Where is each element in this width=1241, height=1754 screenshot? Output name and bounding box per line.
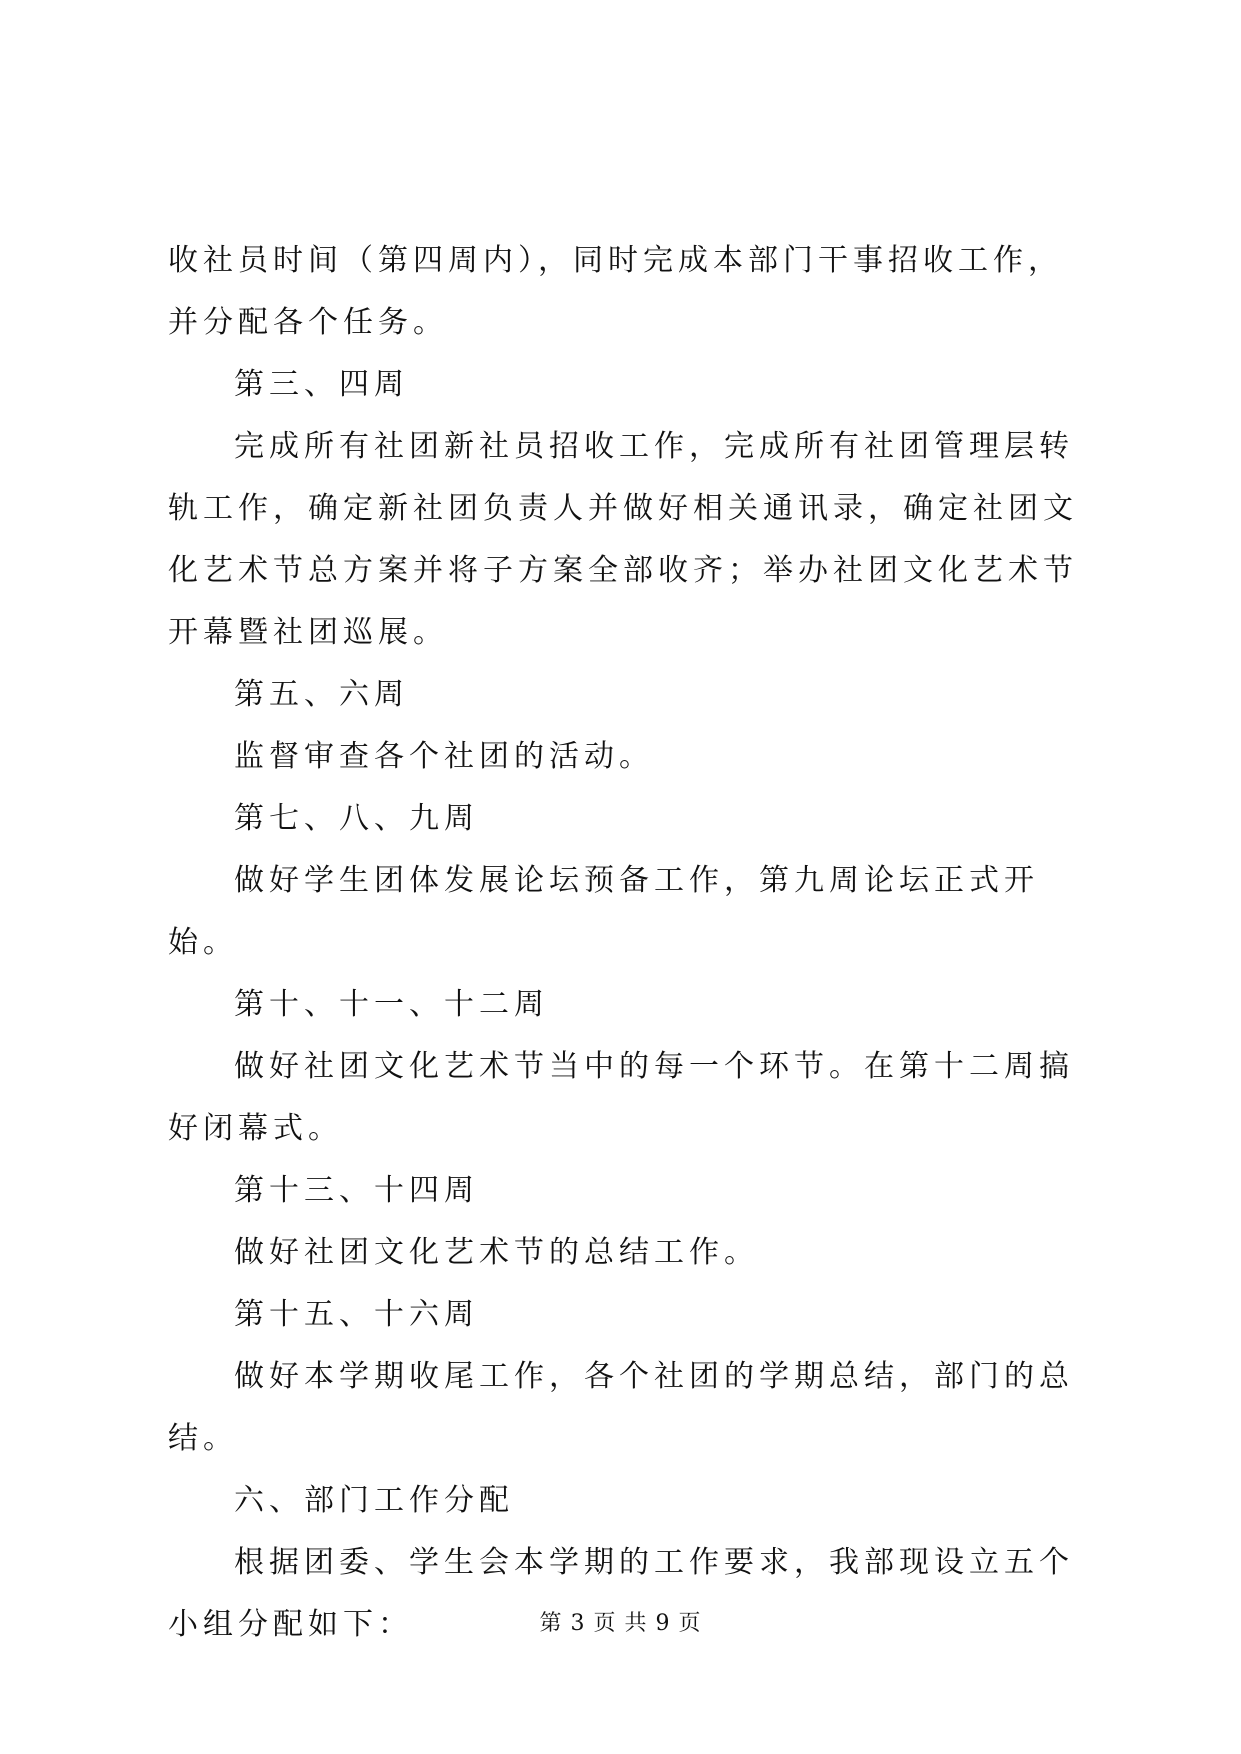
section-heading: 六、部门工作分配 [234,1483,514,1518]
paragraph: 做好社团文化艺术节的总结工作。 [234,1235,759,1270]
paragraph: 根据团委、学生会本学期的工作要求，我部现设立五个小组分配如下： [168,1545,1074,1642]
paragraph: 做好社团文化艺术节当中的每一个环节。在第十二周搞好闭幕式。 [168,1049,1074,1146]
paragraph: 完成所有社团新社员招收工作，完成所有社团管理层转轨工作，确定新社团负责人并做好相关通讯录，确定社团文化艺术节总方案并将子方案全部收齐；举办社团文化艺术节开幕暨社团巡展。 [168,429,1078,650]
paragraph: 做好学生团体发展论坛预备工作，第九周论坛正式开始。 [168,863,1039,960]
week-heading: 第十五、十六周 [234,1297,479,1332]
week-heading: 第十、十一、十二周 [234,987,549,1022]
page-number-footer: 第 3 页 共 9 页 [539,1611,702,1636]
week-heading: 第十三、十四周 [234,1173,479,1208]
week-heading: 第七、八、九周 [234,801,479,836]
paragraph-continuation: 收社员时间（第四周内），同时完成本部门干事招收工作，并分配各个任务。 [168,243,1063,340]
paragraph: 监督审查各个社团的活动。 [234,739,654,774]
week-heading: 第五、六周 [234,677,409,712]
paragraph: 做好本学期收尾工作，各个社团的学期总结，部门的总结。 [168,1359,1074,1456]
document-body [168,230,1088,1656]
week-heading: 第三、四周 [234,367,409,402]
